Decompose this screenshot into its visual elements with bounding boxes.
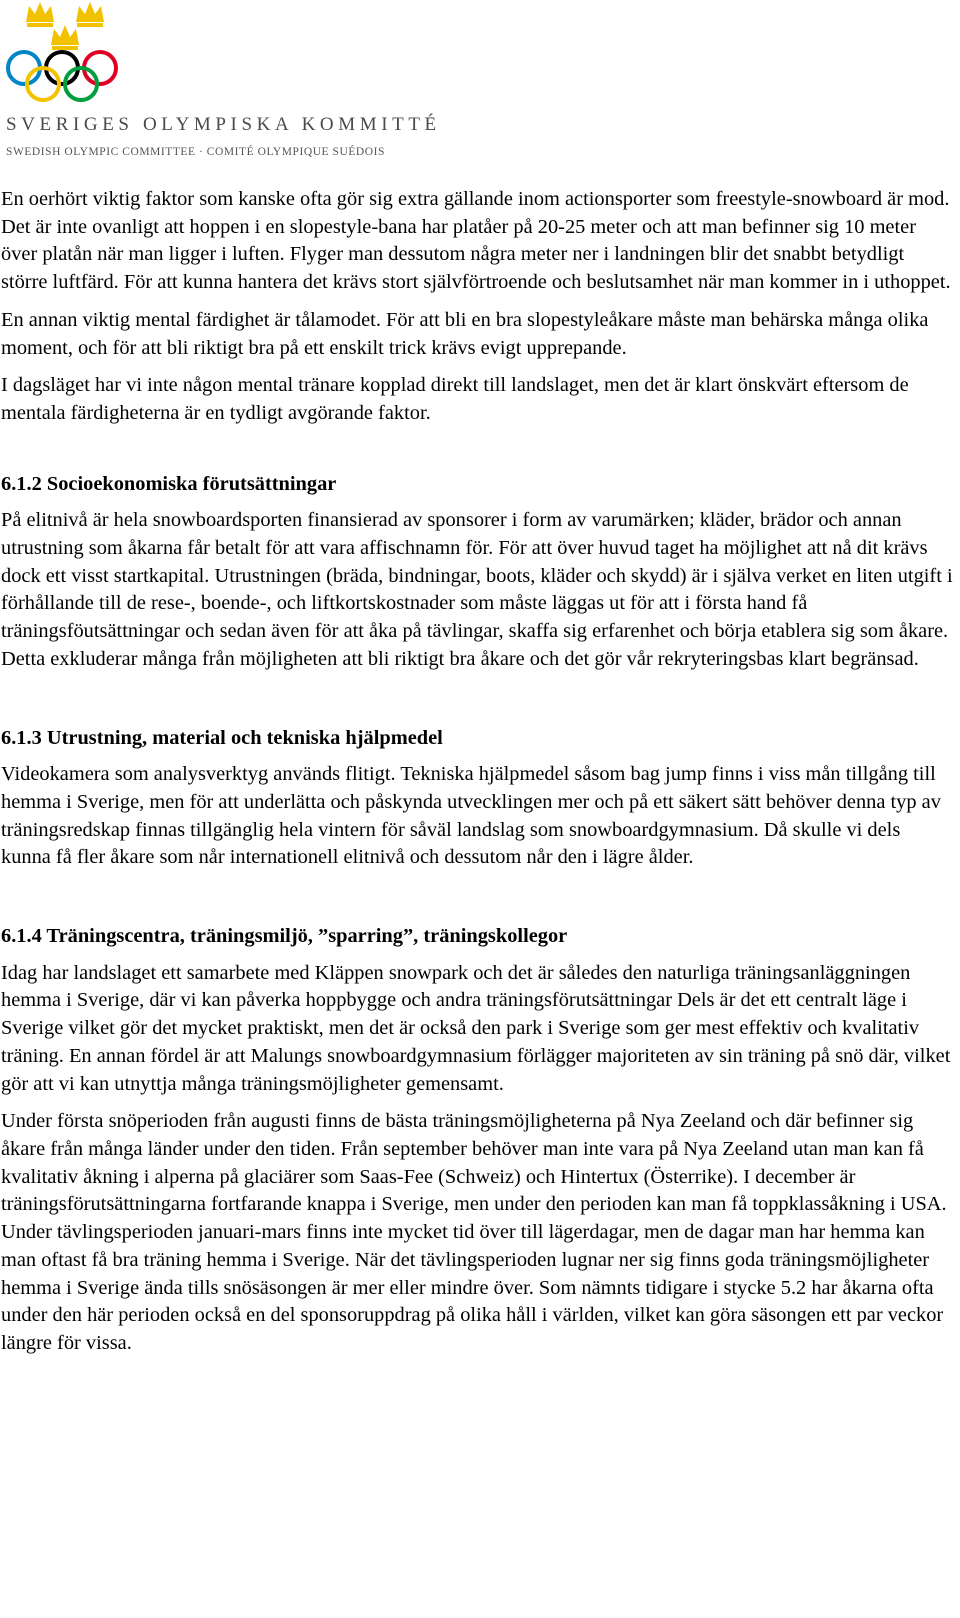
intro-paragraph-patience: En annan viktig mental färdighet är tålamodet. För att bli en bra slopestyleåkare måste man behärska många olika moment, och för att bli riktigt bra på ett enskilt trick krävs evigt upprepande.: [1, 308, 929, 359]
crown-icon: [26, 2, 54, 27]
section-heading-training-centers: 6.1.4 Träningscentra, träningsmiljö, ”sparring”, träningskollegor: [1, 925, 568, 948]
document-body: [1, 186, 953, 1368]
olympic-rings-icon: [8, 52, 116, 100]
paragraph-equipment: Videokamera som analysverktyg används flitigt. Tekniska hjälpmedel såsom bag jump finns i viss mån tillgång till hemma i Sverige, men för att underlätta och påskynda utvecklingen mer och på ett säkert sätt behöver denna typ av träningsredskap finnas tillgänglig hela vintern för såväl landslag som snowboardgymnasium. Då skulle vi dels kunna få fler åkare som når internationell elitnivå och dessutom når den i lägre ålder.: [1, 763, 941, 869]
section-spacer: [1, 684, 953, 725]
section-spacer: [1, 882, 953, 923]
organization-name-translations: SWEDISH OLYMPIC COMMITTEE · COMITÉ OLYMPIQUE SUÉDOIS: [6, 146, 385, 158]
intro-paragraph-mental-coach: I dagsläget har vi inte någon mental tränare kopplad direkt till landslaget, men det är klart önskvärt eftersom de mentala färdigheterna är en tydligt avgörande faktor.: [1, 374, 909, 424]
organization-logo: [0, 0, 440, 170]
section-heading-equipment: 6.1.3 Utrustning, material och tekniska hjälpmedel: [1, 726, 443, 749]
intro-paragraph-courage: En oerhört viktig faktor som kanske ofta gör sig extra gällande inom actionsporter som freestyle-snowboard är mod. Det är inte ovanligt att hoppen i en slopestyle-bana har platåer på 20-25 meter och att man befinner sig 10 meter över platån när man ligger i luften. Flyger man dessutom några meter ner i landningen blir det snabbt betydligt större luftfärd. För att kunna hantera det krävs stort självförtroende och beslutsamhet när man kommer in i uthoppet.: [1, 188, 951, 294]
paragraph-training-klappen: Idag har landslaget ett samarbete med Kläppen snowpark och det är således den naturliga träningsanläggningen hemma i Sverige, där vi kan påverka hoppbygge och andra träningsförutsättningar Dels är det ett centralt läge i Sverige vilket gör det mycket praktiskt, men det är också den park i Sverige som ger mest effektiv och kvalitativ träning. En annan fördel är att Malungs snowboardgymnasium förlägger majoriteten av sin träning på snö där, vilket gör att vi kan utnyttja många träningsmöjligheter gemensamt.: [1, 961, 951, 1095]
crown-icon: [51, 25, 79, 50]
section-heading-socioeconomic: 6.1.2 Socioekonomiska förutsättningar: [1, 472, 337, 495]
paragraph-socioeconomic: På elitnivå är hela snowboardsporten finansierad av sponsorer i form av varumärken; kläder, brädor och annan utrustning som åkarna får betalt för att vara affischnamn för. För att över huvud taget ha möjlighet att nå dit krävs dock ett visst startkapital. Utrustningen (bräda, bindningar, boots, kläder och skydd) är i själva verket en liten utgift i förhållande till de rese-, boende-, och liftkortskostnader som måste läggas ut för att i första hand få träningsföutsättningar och sedan även för att åka på tävlingar, skaffa sig erfarenhet och börja etablera sig som åkare. Detta exkluderar många från möjligheten att bli riktigt bra åkare och det gör vår rekryteringsbas klart begränsad.: [1, 509, 953, 670]
crown-icon: [76, 2, 104, 27]
paragraph-training-season: Under första snöperioden från augusti finns de bästa träningsmöjligheterna på Nya Zeeland och där befinner sig åkare från många länder under den tiden. Från september behöver man inte vara på Nya Zeeland utan man kan få kvalitativ åkning i alperna på glaciärer som Saas-Fee (Schweiz) och Hintertux (Österrike). I december är träningsförutsättningarna fortfarande knappa i Sverige, men under den perioden kan man få toppklassåkning i USA. Under tävlingsperioden januari-mars finns inte mycket tid över till lägerdagar, men de dagar man har hemma kan man oftast få bra träning hemma i Sverige. När det tävlingsperioden lugnar ner sig finns goda träningsmöjligheter hemma i Sverige ända tills snösäsongen är mer eller mindre över. Som nämnts tidigare i stycke 5.2 har åkarna ofta under den här perioden också en del sponsoruppdrag på olika håll i världen, vilket kan göra säsongen ett par veckor längre för vissa.: [1, 1110, 947, 1354]
organization-name-swedish: SVERIGES OLYMPISKA KOMMITTÉ: [6, 114, 441, 135]
crowns-and-rings-emblem: [0, 0, 130, 108]
section-spacer: [1, 438, 953, 471]
